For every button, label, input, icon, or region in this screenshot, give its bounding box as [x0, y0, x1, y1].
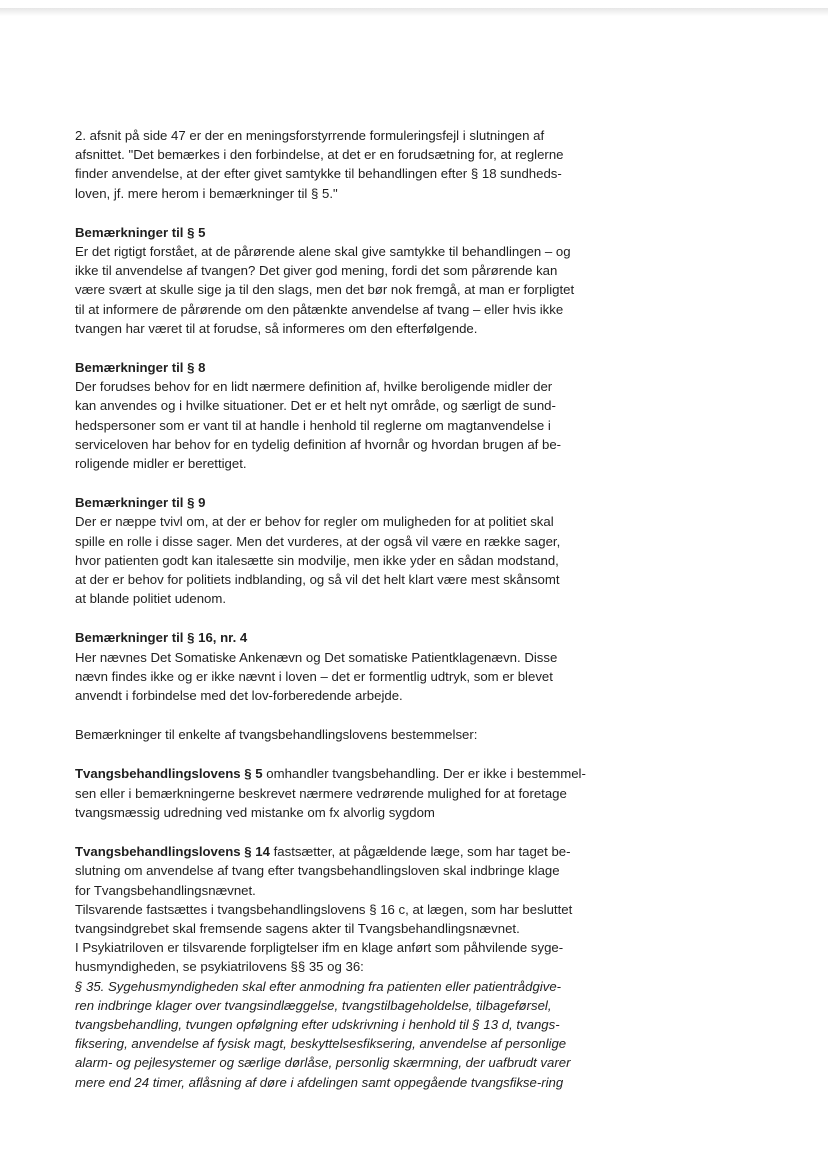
section-heading-s9: Bemærkninger til § 9 [75, 495, 206, 511]
quote-line: ren indbringe klager over tvangsindlæggelse, tvangstilbageholdelse, tilbageførsel, [75, 997, 552, 1013]
scan-top-edge [0, 8, 828, 16]
quote-line: alarm- og pejlesystemer og særlige dørlåse, personlig skærmning, der uafbrudt varer [75, 1055, 571, 1071]
bold-ref-tb5: Tvangsbehandlingslovens § 5 [75, 766, 263, 782]
document-page [75, 126, 615, 1092]
quote-line: § 35. Sygehusmyndigheden skal efter anmodning fra patienten eller patientrådgive- [75, 978, 562, 994]
quote-line: tvangsbehandling, tvungen opfølgning efter udskrivning i henhold til § 13 d, tvangs- [75, 1016, 560, 1032]
remarks-intro: Bemærkninger til enkelte af tvangsbehandlingslovens bestemmelser: [75, 727, 478, 743]
section-body-s8: Der forudses behov for en lidt nærmere definition af, hvilke beroligende midler der kan anvendes og i hvilke situationer. Det er et helt nyt område, og særligt de sund- hedspersoner som er vant til at handle i henhold til reglerne om magtanvendelse i serviceloven har behov for en tydelig definition af hvornår og hvordan brugen af be- roligende midler er berettiget. [75, 379, 562, 472]
section-body-s5: Er det rigtigt forstået, at de pårørende alene skal give samtykke til behandlingen – og ikke til anvendelse af tvangen? Det giver god mening, fordi det som pårørende kan være svært at skulle sige ja til den slags, men det bør nok fremgå, at man er forpligtet til at informere de pårørende om den påtænkte anvendelse af tvang – eller hvis ikke tvangen har været til at forudse, så informeres om den efterfølgende. [75, 244, 575, 336]
bold-ref-tb14: Tvangsbehandlingslovens § 14 [75, 844, 270, 860]
intro-paragraph: 2. afsnit på side 47 er der en meningsforstyrrende formuleringsfejl i slutningen af afsnittet. "Det bemærkes i den forbindelse, at det er en forudsætning for, at reglerne finder anvendelse, at der efter givet samtykke til behandlingen efter § 18 sundheds- loven, jf. mere herom i bemærkninger til § 5." [75, 128, 564, 201]
quote-line: mere end 24 timer, aflåsning af døre i afdelingen samt oppegående tvangsfikse-ring [75, 1074, 564, 1090]
paragraph-tb14: Tvangsbehandlingslovens § 14 fastsætter, at pågældende læge, som har taget be- slutning om anvendelse af tvang efter tvangsbehandlingsloven skal indbringe klage for Tvangsbehandlingsnævnet. Tilsvarende fastsættes i tvangsbehandlingslovens § 16 c, at lægen, som har besluttet tvangsindgrebet skal fremsende sagens akter til Tvangsbehandlingsnævnet. I Psykiatriloven er tilsvarende forpligtelser ifm en klage anført som påhvilende syge- husmyndigheden, se psykiatrilovens §§ 35 og 36: § 35. Sygehusmyndigheden skal efter anmodning fra patienten eller patientrådgive- ren indbringe klager over tvangsindlæggelse, tvangstilbageholdelse, tilbageførsel, tvangsbehandling, tvungen opfølgning efter udskrivning i henhold til § 13 d, tvangs- fiksering, anvendelse af fysisk magt, beskyttelsesfiksering, anvendelse af personlige alarm- og pejlesystemer og særlige dørlåse, personlig skærmning, der uafbrudt varer mere end 24 timer, aflåsning af døre i afdelingen samt oppegående tvangsfikse-ring [75, 844, 573, 1090]
paragraph-tb5: Tvangsbehandlingslovens § 5 omhandler tvangsbehandling. Der er ikke i bestemmel- sen eller i bemærkningerne beskrevet nærmere vedrørende mulighed for at foretage tvangsmæssig udredning ved mistanke om fx alvorlig sygdom [75, 766, 586, 820]
section-body-s9: Der er næppe tvivl om, at der er behov for regler om muligheden for at politiet skal spille en rolle i disse sager. Men det vurderes, at der også vil være en række sager, hvor patienten godt kan italesætte sin modvilje, men ikke yder en sådan modstand, at der er behov for politiets indblanding, og så vil det helt klart være mest skånsomt at blande politiet udenom. [75, 514, 561, 607]
section-heading-s8: Bemærkninger til § 8 [75, 360, 206, 376]
quote-line: fiksering, anvendelse af fysisk magt, beskyttelsesfiksering, anvendelse af personlige [75, 1036, 567, 1052]
section-body-s16: Her nævnes Det Somatiske Ankenævn og Det somatiske Patientklagenævn. Disse nævn findes ikke og er ikke nævnt i loven – det er formentlig udtryk, som er blevet anvendt i forbindelse med det lov-forberedende arbejde. [75, 649, 558, 704]
section-heading-s16: Bemærkninger til § 16, nr. 4 [75, 630, 248, 646]
section-heading-s5: Bemærkninger til § 5 [75, 224, 206, 240]
